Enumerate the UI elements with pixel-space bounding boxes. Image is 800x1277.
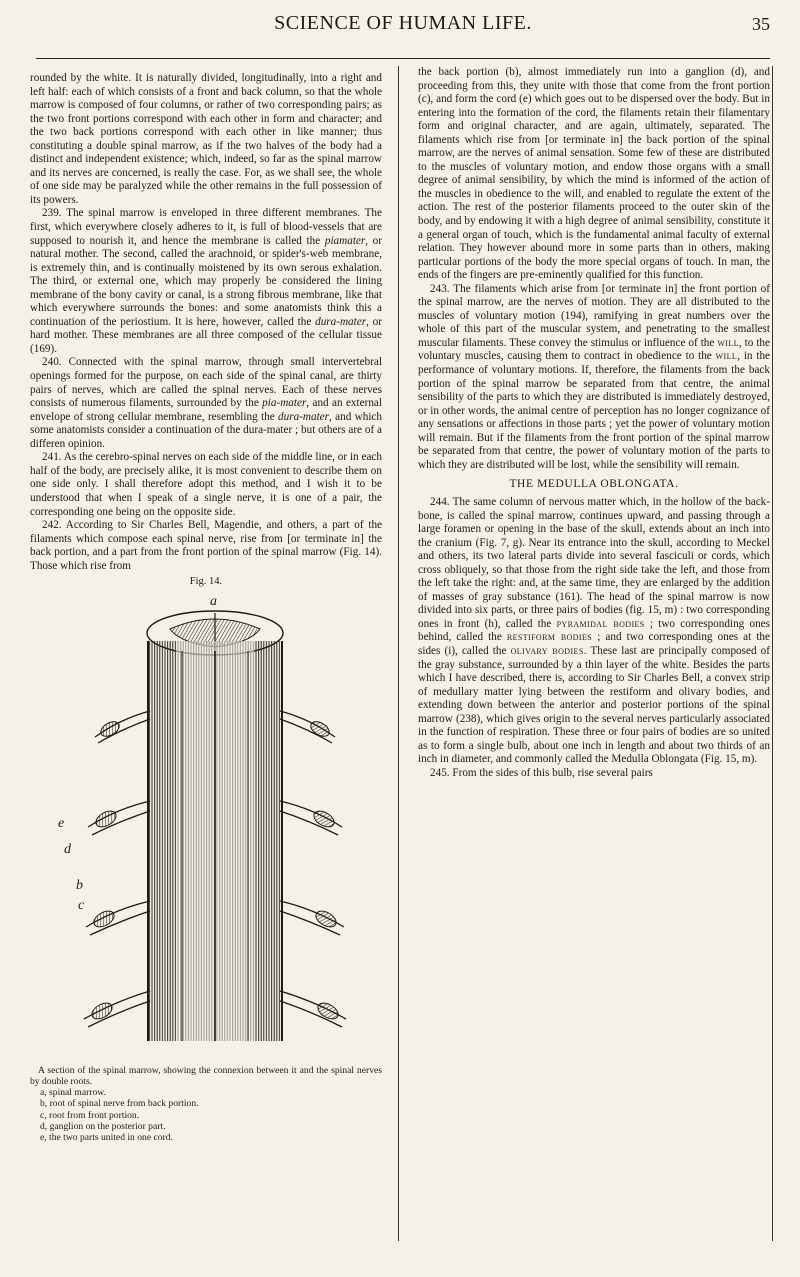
label-e: e (58, 815, 65, 831)
paragraph-continued: rounded by the white. It is naturally divided, longitudinally, into a right and left half: each of which consists of a front and back column, so that the whole marrow is composed of four columns, or rather of two corresponding pairs; as the two front portions correspond with each other in form and character; and the two back portions correspond with each other in like manner; thus constituting a double spinal marrow, as if the two halves of the body had a distinct and independent existence; which, indeed, so far as the spinal marrow and its nerves are concerned, is really the case. For, as we shall see, the whole of one side may be paralyzed while the other remains in the full possession of its powers. (30, 72, 382, 206)
figure-label: Fig. 14. (189, 576, 223, 588)
right-margin-rule (772, 66, 773, 1241)
spinal-marrow-illustration (50, 591, 380, 1059)
label-a: a (210, 593, 217, 609)
figure-caption (30, 1065, 382, 1143)
caption-item: e, the two parts united in one cord. (40, 1132, 173, 1143)
section-heading: THE MEDULLA OBLONGATA. (509, 478, 679, 491)
right-column (418, 66, 770, 780)
paragraph-242: 242. According to Sir Charles Bell, Magendie, and others, a part of the filaments which compose each spinal nerve, rise from [or terminate in] the back portion, and a part from the front portion of the spinal marrow (Fig. 14). Those which rise from (30, 519, 382, 572)
term-piamater: piamater (324, 234, 366, 247)
paragraph-243: 243. The filaments which arise from [or terminate in] the front portion of the spinal marrow, are the nerves of motion. They are all distributed to the muscles of voluntary motion (194), ramifying in great numbers over the whole of this part of the muscular system, and penetrating to the smallest muscular filaments. These convey the stimulus or influence of the will, to the voluntary muscles, causing them to contract in obedience to the will, in the performance of voluntary motions. If, therefore, the filaments from the back portion of the spinal marrow be separated from that centre, the animal sensibility of the parts to which they are distributed is immediately destroyed, or in other words, the animal centre of perception has no longer cognizance of any sensations or affections in those parts ; yet the power of voluntary motion will remain. But if the filaments from the front portion of the spinal marrow be separated from that centre, the power of voluntary motion of the parts to which they are distributed will be lost, while the sensibility will remain. (418, 282, 771, 471)
caption-item: d, ganglion on the posterior part. (40, 1120, 166, 1132)
paragraph-239: 239. The spinal marrow is enveloped in three different membranes. The first, which everywhere closely adheres to it, is full of blood-vessels that are supposed to nourish it, and hence the membrane is called the piamater, or natural mother. The second, called the arachnoid, or spider's-web membrane, is extremely thin, and is continually moistened by its own serous exhalation. The third, or external one, which may properly be considered the lining membrane of the bony cavity or canal, is a strong fibrous membrane, like that which everywhere surrounds the bones: and some anatomists think this a continuation of the periostium. It is here, however, called the dura-mater, or hard mother. These membranes are all three composed of the cellular tissue (169). (30, 207, 382, 355)
left-column (30, 72, 382, 1143)
label-b: b (76, 877, 83, 893)
paragraph-245: 245. From the sides of this bulb, rise several pairs (430, 766, 653, 779)
term-will: will (717, 336, 739, 349)
term-olivary: olivary bodies (510, 644, 584, 657)
paragraph-240: 240. Connected with the spinal marrow, through small intervertebral openings formed for the purpose, on each side of the spinal canal, are thirty pairs of nerves, which are called the spinal nerves. Each of these nerves consists of numerous filaments, surrounded by the pia-mater, and an external envelope of strong cellular membrane, resembling the dura-mater, and which some anatomists consider a continuation of the dura-mater ; but others are of a differen opinion. (30, 356, 382, 450)
figure-spinal-section (50, 591, 380, 1059)
label-d: d (64, 841, 71, 857)
caption-intro: A section of the spinal marrow, showing the connexion between it and the spinal nerves by double roots. (30, 1064, 382, 1087)
term-restiform: restiform bodies (506, 631, 593, 644)
term-dura-mater: dura-mater (278, 410, 329, 423)
paragraph-continued-right: the back portion (b), almost immediately run into a ganglion (d), and proceeding from this, they unite with those that come from the front portion (c), and form the cord (e) which goes out to be dispersed over the body. But in entering into the formation of the cord, the filaments retain their filamentary form and original character, and are again, ultimately, separated. The filaments which rise from [or terminate in] the back portion of the spinal marrow, are the nerves of animal sensation. Some few of these are distributed to the muscles of voluntary motion, and endow those organs with a small degree of animal sensibility, by which the mind is informed of the action of the muscles in obedience to the will, and enabled to regulate the extent of the action. The rest of the posterior filaments proceed to the outer skin of the body, and by endowing it with a high degree of animal sensibility, constitute it a general organ of touch, which is the fundamental animal faculty of external relation. They however abound more in some parts than in others, making particular portions of the body the more special organs of touch. In man, the ends of the fingers are pre-eminently qualified for this function. (418, 66, 770, 282)
marrow-column (148, 641, 282, 1041)
page-number: 35 (752, 14, 770, 34)
term-pia-mater: pia-mater (262, 397, 307, 410)
caption-item: b, root of spinal nerve from back portion. (40, 1098, 199, 1110)
caption-item: a, spinal marrow. (40, 1087, 106, 1099)
term-pyramidal: pyramidal bodies (556, 617, 645, 630)
column-divider (398, 66, 399, 1241)
label-c: c (78, 897, 85, 913)
term-dura-mater: dura-mater (315, 315, 367, 328)
running-title: SCIENCE OF HUMAN LIFE. (274, 12, 532, 34)
page-header (36, 0, 770, 59)
paragraph-241: 241. As the cerebro-spinal nerves on each side of the middle line, or in each half of the body, are precisely alike, it is most convenient to describe them on one side only. I shall therefore adopt this method, and I wish it to be understood that when I speak of a single nerve, it is one of a pair, the corresponding one being on the opposite side. (30, 451, 382, 518)
term-will: will (715, 350, 738, 363)
paragraph-244: 244. The same column of nervous matter which, in the hollow of the back-bone, is called the spinal marrow, continues upward, and passing through a large foramen or opening in the base of the skull, extends about an inch into the cranium (Fig. 7, g). Near its entrance into the skull, according to Meckel and others, its two lateral parts divide into several fasciculi or cords, which cross obliquely, so that those from the right side take the left, and those from the left take the right: and, at the same time, they are enlarged by the addition of masses of gray substance (161). The head of the spinal marrow is now divided into six parts, or three pairs of bodies (fig. 15, m) : two corresponding ones in front (h), called the pyramidal bodies ; two corresponding ones behind, called the restiform bodies ; and two corresponding ones at the sides (i), called the olivary bodies. These last are principally composed of the gray substance, surrounded by a thin layer of the white. Besides the parts which I have described, there is, according to Sir Charles Bell, a convex strip of medullary matter lying between the restiform and olivary bodies, and extending down between the anterior and posterior portions of the spinal marrow (238), which gives origin to the several nerves particularly associated in the function of respiration. These three or four pairs of bodies are so united as to form a single bulb, about one inch in length and about two thirds of an inch in diameter, and commonly called the Medulla Oblongata (Fig. 15, m). (418, 495, 771, 766)
caption-item: c, root from front portion. (40, 1109, 140, 1121)
